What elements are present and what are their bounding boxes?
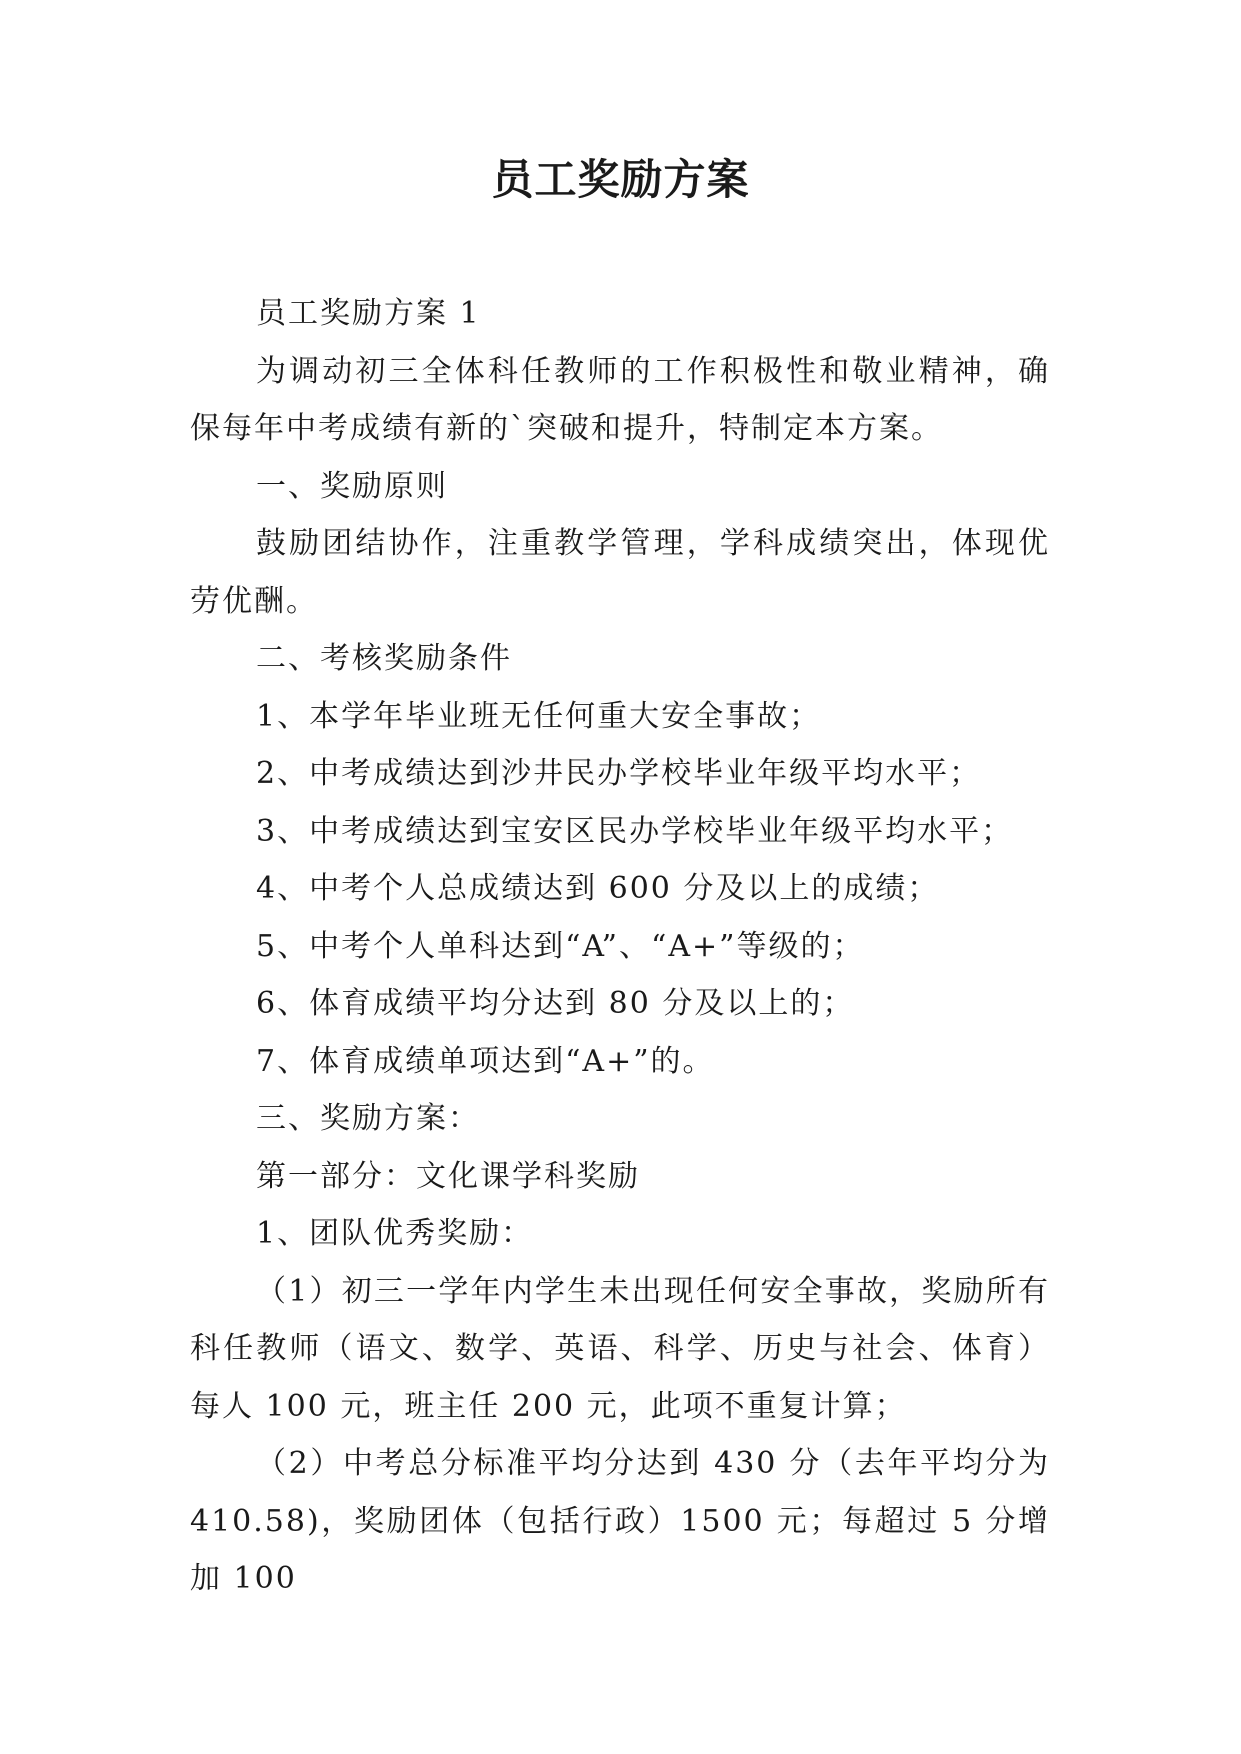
condition-item-1: 1、本学年毕业班无任何重大安全事故； [256, 698, 822, 734]
condition-item-5: 5、中考个人单科达到“A”、“A+”等级的； [256, 928, 865, 964]
condition-item-4: 4、中考个人总成绩达到 600 分及以上的成绩； [256, 871, 940, 906]
subsection-heading-team-award: 1、团队优秀奖励： [256, 1216, 534, 1251]
document-title: 员工奖励方案 [491, 155, 750, 204]
team-award-item-1: （1）初三一学年内学生未出现任何安全事故，奖励所有科任教师（语文、数学、英语、科学、历史与社会、体育）每人 100 元，班主任 200 元，此项不重复计算； [190, 1273, 1050, 1424]
condition-item-6: 6、体育成绩平均分达到 80 分及以上的； [256, 986, 855, 1021]
intro-paragraph: 为调动初三全体科任教师的工作积极性和敬业精神，确保每年中考成绩有新的`突破和提升，特制定本方案。 [190, 353, 1050, 446]
document-body [190, 285, 1050, 1608]
condition-item-2: 2、中考成绩达到沙井民办学校毕业年级平均水平； [256, 756, 982, 791]
section-heading-principles: 一、奖励原则 [256, 468, 448, 504]
section-heading-plan-1: 员工奖励方案 1 [256, 296, 481, 331]
team-award-item-2: （2）中考总分标准平均分达到 430 分（去年平均分为 410.58)，奖励团体（包括行政）1500 元；每超过 5 分增加 100 [190, 1446, 1050, 1596]
subsection-heading-part-1: 第一部分：文化课学科奖励 [256, 1158, 640, 1194]
condition-item-3: 3、中考成绩达到宝安区民办学校毕业年级平均水平； [256, 813, 1014, 849]
condition-item-7: 7、体育成绩单项达到“A+”的。 [256, 1043, 715, 1079]
section-heading-conditions: 二、考核奖励条件 [256, 641, 512, 676]
section-heading-reward-plan: 三、奖励方案： [256, 1101, 480, 1136]
principles-paragraph: 鼓励团结协作，注重教学管理，学科成绩突出，体现优劳优酬。 [190, 526, 1050, 619]
